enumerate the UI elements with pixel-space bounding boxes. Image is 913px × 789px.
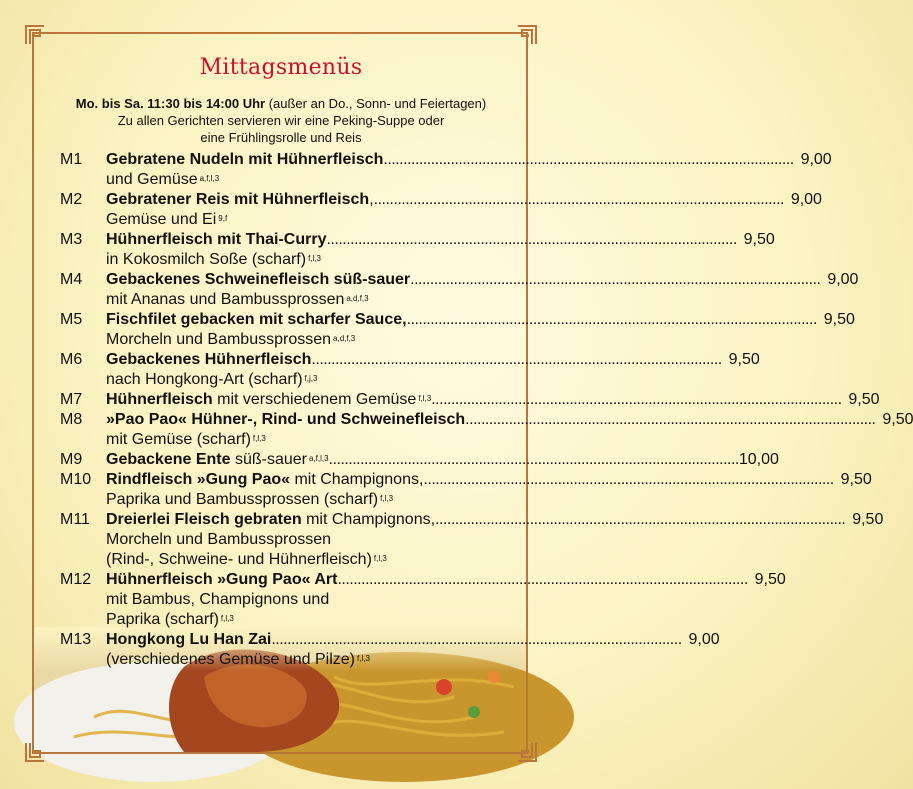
allergen-codes: f,l,3 bbox=[380, 494, 394, 503]
item-name-rest: mit Champignons, bbox=[301, 511, 436, 528]
item-price: 10,00 bbox=[738, 451, 779, 468]
item-name-bold: Hühnerfleisch bbox=[106, 391, 213, 408]
item-body bbox=[106, 410, 913, 450]
item-description-text: mit Bambus, Champignons und bbox=[106, 591, 330, 608]
item-price: 9,00 bbox=[800, 151, 832, 168]
item-body bbox=[106, 570, 786, 630]
item-name bbox=[106, 150, 383, 170]
item-description-text: nach Hongkong-Art (scharf) bbox=[106, 371, 303, 388]
item-description bbox=[106, 530, 883, 550]
item-number: M7 bbox=[60, 391, 83, 408]
item-description bbox=[106, 290, 858, 310]
item-title-line bbox=[106, 630, 720, 650]
menu-item bbox=[60, 630, 720, 670]
item-body bbox=[106, 310, 855, 350]
item-number: M13 bbox=[60, 631, 92, 648]
item-title-line bbox=[106, 270, 858, 290]
item-name-bold: Gebackene Ente bbox=[106, 451, 231, 468]
item-number: M6 bbox=[60, 351, 83, 368]
menu-item bbox=[60, 350, 760, 390]
item-description-text: und Gemüse bbox=[106, 171, 198, 188]
item-description-text: (Rind-, Schweine- und Hühnerfleisch) bbox=[106, 551, 372, 568]
item-price: 9,50 bbox=[852, 511, 884, 528]
menu-item bbox=[60, 150, 832, 190]
item-body bbox=[106, 150, 832, 190]
allergen-codes: a,f,l,3 bbox=[199, 174, 220, 183]
item-body bbox=[106, 470, 872, 510]
item-title-line bbox=[106, 570, 786, 590]
allergen-codes: a,f,l,3 bbox=[308, 454, 329, 463]
item-title-line bbox=[106, 390, 880, 410]
item-price: 9,50 bbox=[823, 311, 855, 328]
item-description-text: mit Gemüse (scharf) bbox=[106, 431, 251, 448]
item-body bbox=[106, 450, 777, 470]
item-name-rest: mit verschiedenem Gemüse bbox=[212, 391, 417, 408]
allergen-codes: a,d,f,3 bbox=[333, 334, 356, 343]
item-title-line bbox=[106, 190, 822, 210]
item-title-line bbox=[106, 350, 760, 370]
item-description bbox=[106, 330, 855, 350]
allergen-codes: f,l,3 bbox=[220, 614, 234, 623]
item-name bbox=[106, 410, 465, 430]
item-name-bold: Gebackenes Schweinefleisch süß-sauer bbox=[106, 271, 411, 288]
item-name-rest: , bbox=[369, 191, 374, 208]
allergen-codes: f,j,3 bbox=[304, 374, 318, 383]
item-number: M3 bbox=[60, 231, 83, 248]
item-name bbox=[106, 310, 407, 330]
item-description bbox=[106, 430, 913, 450]
leader-dots bbox=[383, 150, 793, 170]
item-name-rest: süß-sauer bbox=[230, 451, 307, 468]
intro-line-2: Zu allen Gerichten servieren wir eine Peking-Suppe oder bbox=[117, 113, 445, 128]
item-price: 9,50 bbox=[840, 471, 872, 488]
item-name-rest: mit Champignons, bbox=[290, 471, 424, 488]
item-name bbox=[106, 510, 435, 530]
item-title-line bbox=[106, 310, 855, 330]
allergen-codes: f,l,3 bbox=[373, 554, 387, 563]
item-title-line bbox=[106, 230, 775, 250]
corner-ornament-icon bbox=[25, 742, 45, 762]
item-name-bold: Gebratene Nudeln mit Hühnerfleisch bbox=[106, 151, 384, 168]
allergen-codes: f,l,3 bbox=[357, 654, 370, 663]
menu-item bbox=[60, 270, 859, 310]
item-number: M12 bbox=[60, 571, 92, 588]
item-name bbox=[106, 190, 374, 210]
leader-dots bbox=[271, 630, 681, 650]
leader-dots bbox=[465, 410, 875, 430]
item-name bbox=[106, 570, 337, 590]
item-title-line bbox=[106, 410, 913, 430]
item-body bbox=[106, 390, 880, 410]
allergen-codes: a,d,f,3 bbox=[346, 294, 369, 303]
item-body bbox=[106, 630, 720, 670]
item-description-text: (verschiedenes Gemüse und Pilze) bbox=[106, 651, 356, 668]
item-body bbox=[106, 350, 760, 390]
menu-item bbox=[60, 310, 855, 350]
leader-dots bbox=[407, 310, 817, 330]
leader-dots bbox=[374, 190, 784, 210]
item-name-bold: Hongkong Lu Han Zai bbox=[106, 631, 272, 648]
item-number: M2 bbox=[60, 191, 83, 208]
item-description bbox=[106, 650, 720, 670]
item-price: 9,50 bbox=[728, 351, 760, 368]
corner-ornament-icon bbox=[517, 742, 537, 762]
item-title-line bbox=[106, 450, 777, 470]
item-number: M4 bbox=[60, 271, 83, 288]
item-name bbox=[106, 230, 326, 250]
item-description-2 bbox=[106, 610, 786, 630]
corner-ornament-icon bbox=[25, 25, 45, 45]
item-description-text: Morcheln und Bambussprossen bbox=[106, 331, 332, 348]
item-title-line bbox=[106, 510, 883, 530]
leader-dots bbox=[311, 350, 721, 370]
item-description-text: Gemüse und Ei bbox=[106, 211, 217, 228]
item-title-line bbox=[106, 150, 832, 170]
item-description bbox=[106, 170, 832, 190]
intro-line-3: eine Frühlingsrolle und Reis bbox=[200, 130, 362, 145]
item-price: 9,50 bbox=[848, 391, 880, 408]
item-description-text: in Kokosmilch Soße (scharf) bbox=[106, 251, 307, 268]
item-number: M5 bbox=[60, 311, 83, 328]
allergen-codes: 9,f bbox=[218, 214, 228, 223]
allergen-codes: f,l,3 bbox=[308, 254, 321, 263]
allergen-codes: f,l,3 bbox=[252, 434, 266, 443]
leader-dots bbox=[337, 570, 747, 590]
item-price: 9,50 bbox=[754, 571, 786, 588]
item-description-text: mit Ananas und Bambussprossen bbox=[106, 291, 345, 308]
leader-dots bbox=[431, 390, 841, 410]
item-body bbox=[106, 190, 822, 230]
item-number: M8 bbox=[60, 411, 83, 428]
leader-dots bbox=[423, 470, 833, 490]
item-name bbox=[106, 390, 431, 410]
opening-hours: Mo. bis Sa. 11:30 bis 14:00 Uhr bbox=[75, 96, 266, 111]
menu-list bbox=[60, 150, 913, 670]
item-name-bold: »Pao Pao« Hühner-, Rind- und Schweinefleisch bbox=[106, 411, 466, 428]
item-name-bold: Hühnerfleisch mit Thai-Curry bbox=[106, 231, 327, 248]
item-title-line bbox=[106, 470, 872, 490]
item-name-bold: Fischfilet gebacken mit scharfer Sauce, bbox=[106, 311, 407, 328]
item-price: 9,00 bbox=[790, 191, 822, 208]
leader-dots bbox=[329, 450, 739, 470]
item-number: M11 bbox=[60, 511, 90, 528]
menu-item bbox=[60, 390, 880, 410]
menu-item bbox=[60, 410, 913, 450]
leader-dots bbox=[326, 230, 736, 250]
item-name bbox=[106, 270, 410, 290]
item-description-text: Paprika und Bambussprossen (scharf) bbox=[106, 491, 379, 508]
allergen-codes: f,l,3 bbox=[418, 394, 432, 403]
item-description-2 bbox=[106, 550, 883, 570]
menu-item bbox=[60, 450, 779, 470]
item-price: 9,00 bbox=[688, 631, 720, 648]
item-body bbox=[106, 510, 883, 570]
item-description-text: Morcheln und Bambussprossen bbox=[106, 531, 332, 548]
item-description-text: Paprika (scharf) bbox=[106, 611, 219, 628]
intro-text bbox=[0, 95, 562, 146]
item-price: 9,00 bbox=[827, 271, 859, 288]
item-name-bold: Gebackenes Hühnerfleisch bbox=[106, 351, 312, 368]
item-name bbox=[106, 350, 311, 370]
item-description bbox=[106, 490, 872, 510]
corner-ornament-icon bbox=[517, 25, 537, 45]
menu-item bbox=[60, 190, 822, 230]
item-number: M9 bbox=[60, 451, 83, 468]
page-title: Mittagsmenüs bbox=[199, 55, 363, 80]
item-body bbox=[106, 270, 858, 310]
item-name bbox=[106, 470, 423, 490]
menu-item bbox=[60, 570, 786, 630]
item-description bbox=[106, 590, 786, 610]
item-name-bold: Hühnerfleisch »Gung Pao« Art bbox=[106, 571, 338, 588]
item-name bbox=[106, 630, 271, 650]
item-name-bold: Rindfleisch »Gung Pao« bbox=[106, 471, 291, 488]
menu-item bbox=[60, 510, 884, 570]
item-number: M10 bbox=[60, 471, 92, 488]
item-name bbox=[106, 450, 329, 470]
opening-hours-note: (außer an Do., Sonn- und Feiertagen) bbox=[265, 96, 487, 111]
item-name-bold: Dreierlei Fleisch gebraten bbox=[106, 511, 302, 528]
leader-dots bbox=[410, 270, 820, 290]
item-body bbox=[106, 230, 775, 270]
menu-item bbox=[60, 470, 872, 510]
item-price: 9,50 bbox=[743, 231, 775, 248]
menu-item bbox=[60, 230, 775, 270]
leader-dots bbox=[435, 510, 845, 530]
item-name-bold: Gebratener Reis mit Hühnerfleisch bbox=[106, 191, 370, 208]
item-description bbox=[106, 210, 822, 230]
item-description bbox=[106, 370, 760, 390]
item-price: 9,50 bbox=[882, 411, 913, 428]
item-number: M1 bbox=[60, 151, 83, 168]
item-description bbox=[106, 250, 775, 270]
